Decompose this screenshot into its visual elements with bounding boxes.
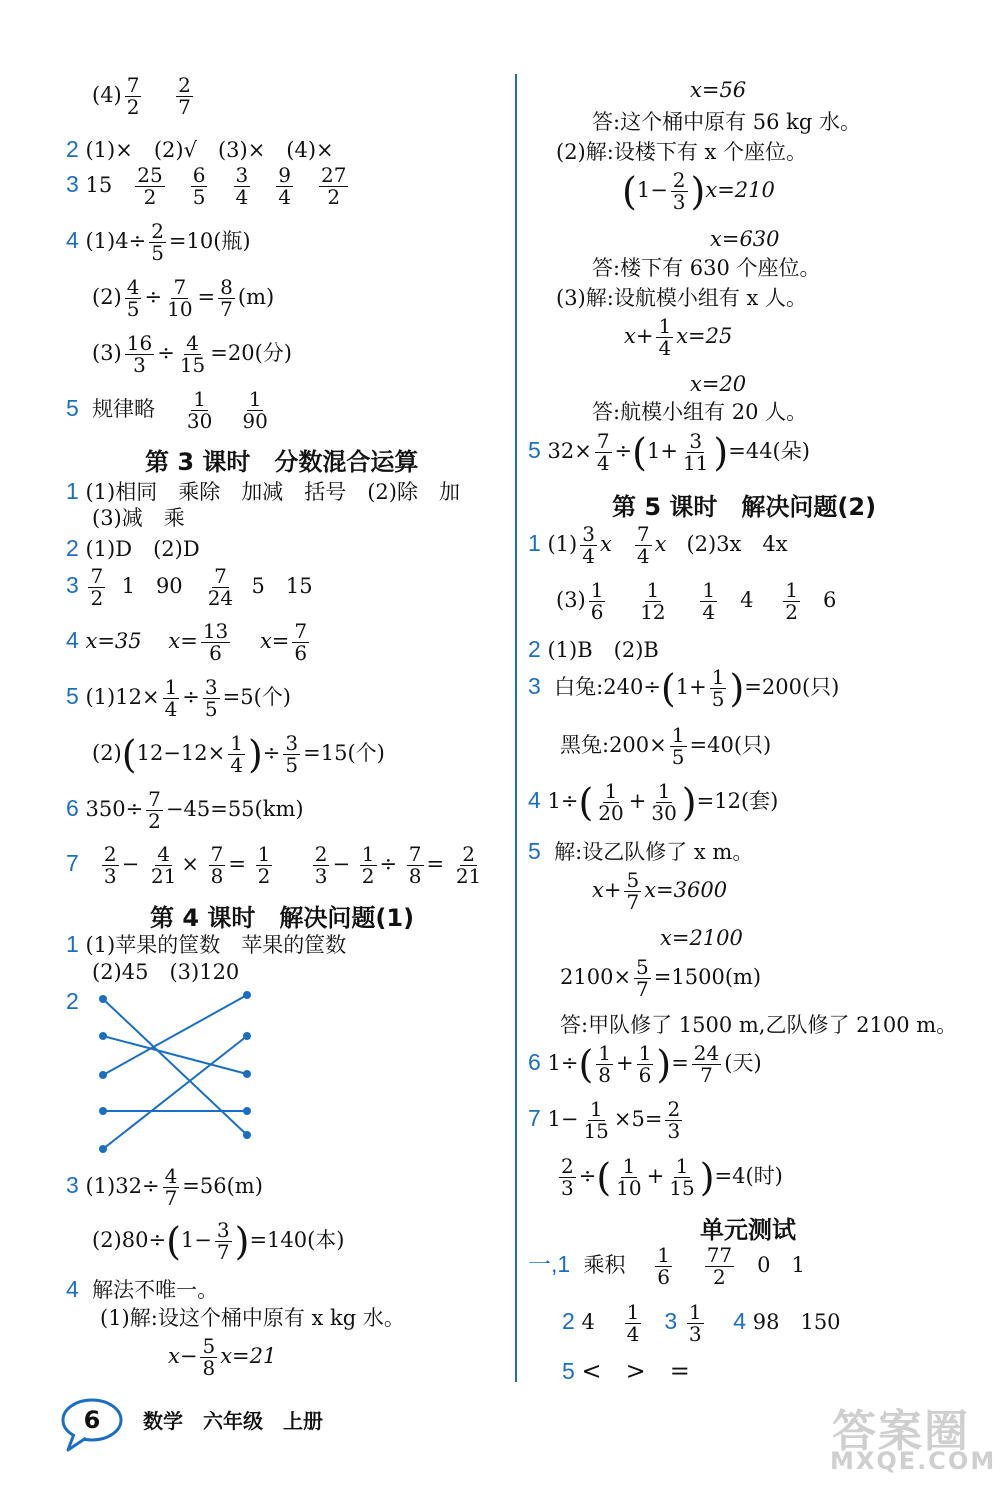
s5q4-line: 4 1÷( $\frac{1}{20}$ + $\frac{1}{30}$ )=12(套) [528,779,779,825]
s5q5-line-1: 5 解:设乙队修了 x m。 [528,838,754,864]
s3q1-line-2: (3)减 乘 [92,506,185,530]
s5q5-line-5: 答:甲队修了 1500 m,乙队修了 2100 m。 [560,1013,958,1037]
s3q7-line: 7 $\frac{2}{3}$ − $\frac{4}{21}$ × $\frac{7}{8}$ = $\frac{1}{2}$ $\frac{2}{3}$ − $\frac{1}{2}$ ÷ $\frac{7}{8}$ = $\frac{2}{21}$ [66,842,482,888]
s4q1-line-1: 1 (1)苹果的筐数 苹果的筐数 [66,931,347,957]
r-line-7: (3)解:设航模小组有 x 人。 [556,286,808,310]
r-line-6: 答:楼下有 630 个座位。 [592,256,821,280]
s4q3-line-2: (2)80÷(1− $\frac{3}{7}$ )=140(本) [92,1218,345,1264]
page-number: 6 [83,1406,101,1434]
test-q5-line: 5 < > = [562,1357,690,1385]
test-q2-4-line: 2 4 $\frac{1}{4}$ 3 $\frac{1}{3}$ 4 98 150 [562,1300,841,1346]
q5-line: 5 规律略 $\frac{1}{30}$ $\frac{1}{90}$ [66,387,268,433]
section-title-lesson-3: 第 3 课时 分数混合运算 [145,448,419,476]
q3-line: 3 15 $\frac{25}{2}$ $\frac{6}{5}$ $\frac{3}{4}$ $\frac{9}{4}$ $\frac{27}{2}$ [66,163,347,209]
q4-line-3: (3) $\frac{16}{3}$ ÷ $\frac{4}{15}$ =20(分) [92,331,292,377]
r-line-4: (1− $\frac{2}{3}$ )x=210 [622,168,775,214]
match-dot-right [243,1032,251,1040]
s5q7-line-2: $\frac{2}{3}$ ÷( $\frac{1}{10}$ + $\frac{1}{15}$ )=4(时) [561,1154,783,1200]
s3q4-line: 4 x=35 x= $\frac{13}{6}$ x= $\frac{7}{6}$ [66,619,308,665]
l-line-4-7: (4) $\frac{7}{2}$ $\frac{2}{7}$ [92,73,191,119]
match-line [103,1036,247,1149]
section-title-unit-test: 单元测试 [700,1216,796,1244]
section-title-lesson-5: 第 5 课时 解决问题(2) [612,493,877,521]
s5q5-line-2: x+ $\frac{5}{7}$ x=3600 [592,868,728,914]
s5q5-line-4: 2100× $\frac{5}{7}$ =1500(m) [560,955,762,1001]
match-dot-left [99,1107,107,1115]
s5q5-line-3: x=2100 [660,926,743,950]
r-line-3: (2)解:设楼下有 x 个座位。 [556,140,808,164]
s3q2-line: 2 (1)D (2)D [66,535,200,561]
s5q6-line: 6 1÷( $\frac{1}{8}$ + $\frac{1}{6}$ )= $\frac{24}{7}$ (天) [528,1041,762,1087]
match-line [103,999,247,1135]
s4q2-label: 2 [66,988,79,1014]
r-line-5: x=630 [710,227,780,251]
match-dot-left [99,995,107,1003]
q2-line: 2 (1)× (2)√ (3)× (4)× [66,136,334,162]
watermark-logo: 答案圈 MXQE.COM [830,1406,997,1475]
match-dot-right [243,1070,251,1078]
book-title: 数学 六年级 上册 [143,1409,323,1433]
s5q3-line-2: 黑兔:200× $\frac{1}{5}$ =40(只) [560,723,772,769]
s4q4-line-1: 4 解法不唯一。 [66,1276,219,1302]
s4q4-line-3: x− $\frac{5}{8}$ x=21 [168,1334,277,1380]
s4q1-line-2: (2)45 (3)120 [92,960,240,984]
s5q3-line-1: 3 白兔:240÷(1+ $\frac{1}{5}$ )=200(只) [528,665,840,711]
r-line-8: x+ $\frac{1}{4}$ x=25 [624,314,733,360]
match-dot-right [243,1107,251,1115]
s5q2-line: 2 (1)B (2)B [528,636,659,662]
s3q5-line-2: (2)(12−12× $\frac{1}{4}$ )÷ $\frac{3}{5}$ =15(个) [92,731,385,777]
match-dot-right [243,991,251,999]
match-dot-left [99,1071,107,1079]
r-line-9: x=20 [690,372,747,396]
r-line-10: 答:航模小组有 20 人。 [592,400,808,424]
q4-line-1: 4 (1)4÷ $\frac{2}{5}$ =10(瓶) [66,219,251,265]
r-q5-line: 5 32× $\frac{7}{4}$ ÷(1+ $\frac{3}{11}$ )=44(朵) [528,429,810,475]
s4q4-line-2: (1)解:设这个桶中原有 x kg 水。 [100,1306,405,1330]
s5q1-line-2: (3) $\frac{1}{6}$ $\frac{1}{12}$ $\frac{1}{4}$ 4 $\frac{1}{2}$ 6 [556,578,837,624]
s5q1-line-1: 1 (1) $\frac{3}{4}$ x $\frac{7}{4}$ x (2)3x 4x [528,522,788,568]
r-line-1: x=56 [690,78,747,102]
s3q6-line: 6 350÷ $\frac{7}{2}$ −45=55(km) [66,787,304,833]
match-line [103,995,247,1075]
s4q3-line-1: 3 (1)32÷ $\frac{4}{7}$ =56(m) [66,1164,263,1210]
match-dot-left [99,1145,107,1153]
section-title-lesson-4: 第 4 课时 解决问题(1) [150,904,415,932]
s3q1-line-1: 1 (1)相同 乘除 加减 括号 (2)除 加 [66,478,460,504]
r-line-2: 答:这个桶中原有 56 kg 水。 [592,110,861,134]
s3q3-line: 3 $\frac{7}{2}$ 1 90 $\frac{7}{24}$ 5 15 [66,564,313,610]
test-q1-line: 一,1 乘积 $\frac{1}{6}$ $\frac{77}{2}$ 0 1 [528,1243,805,1289]
q4-line-2: (2) $\frac{4}{5}$ ÷ $\frac{7}{10}$ = $\frac{8}{7}$ (m) [92,275,275,321]
s3q5-line-1: 5 (1)12× $\frac{1}{4}$ ÷ $\frac{3}{5}$ =5(个) [66,675,291,721]
s5q7-line-1: 7 1− $\frac{1}{15}$ ×5= $\frac{2}{3}$ [528,1097,681,1143]
match-dot-right [243,1131,251,1139]
column-divider [515,74,517,1382]
match-dot-left [99,1032,107,1040]
